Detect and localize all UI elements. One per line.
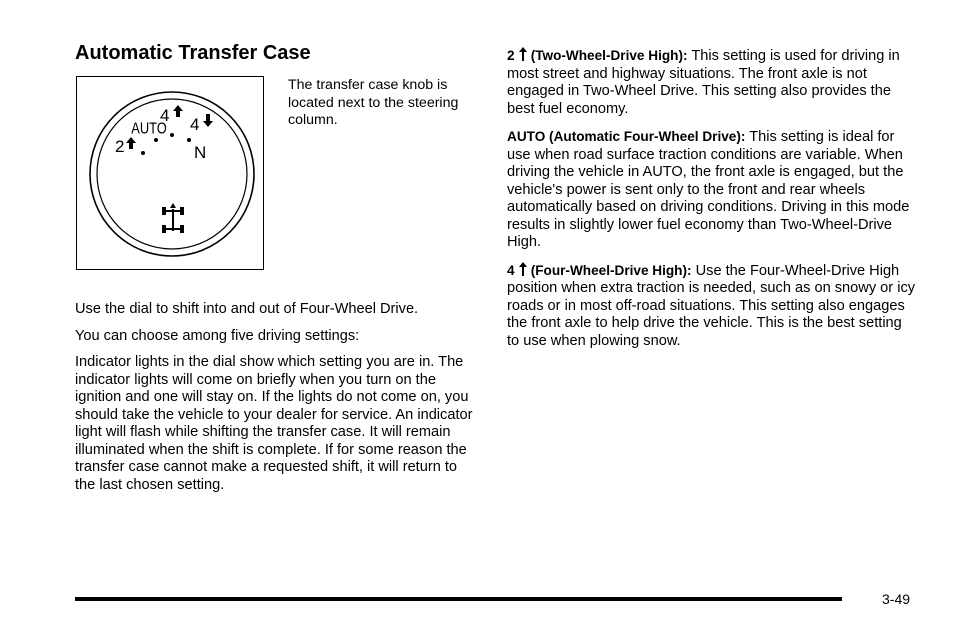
setting-number: 2 [507, 48, 515, 63]
dial-outer-ring [90, 92, 254, 256]
left-column-body [75, 301, 480, 503]
dial-label-2: 2 [115, 137, 125, 156]
indicator-dot-2h [141, 151, 145, 155]
dial-illustration [77, 77, 263, 268]
up-arrow-icon [173, 105, 183, 117]
dial-label-4-high: 4 [160, 106, 170, 125]
up-arrow-icon [519, 47, 527, 61]
indicator-dot-4h [170, 133, 174, 137]
figure-caption: The transfer case knob is located next to the steering column. [288, 77, 459, 128]
up-arrow-icon [519, 262, 527, 276]
right-column-body [507, 47, 917, 360]
footer-rule [75, 597, 842, 601]
setting-auto [507, 128, 917, 252]
setting-description: Use the Four-Wheel-Drive High position when extra traction is needed, such as on snowy or icy roads or in most off-road situations. This setting also engages the front axle to help drive the vehicle. This is the best setting to use when plowing snow. [507, 262, 916, 349]
dial-label-4-low: 4 [190, 115, 200, 134]
four-wheel-drive-icon [162, 203, 184, 233]
setting-four-wheel-high [507, 262, 917, 351]
page-number: 3-49 [882, 591, 911, 607]
setting-label: (Four-Wheel-Drive High): [530, 262, 692, 278]
paragraph-dial-usage: Use the dial to shift into and out of Four-Wheel Drive. [75, 301, 419, 317]
setting-label: (Two-Wheel-Drive High): [530, 48, 688, 63]
setting-description: This setting is ideal for use when road surface traction conditions are variable. When driving the vehicle in AUTO, the front axle is engaged, but the vehicle's power is sent only to the front and rear wheels automatically based on driving conditions. Driving in this mode results in slightly lower fuel economy than Two-Wheel-Drive High. [507, 129, 910, 250]
indicator-dot-4l [187, 138, 191, 142]
dial-label-auto: AUTO [131, 120, 167, 138]
up-arrow-icon [126, 137, 136, 149]
setting-label: AUTO (Automatic Four-Wheel Drive): [507, 129, 746, 144]
paragraph-settings-intro: You can choose among five driving settings: [75, 327, 360, 344]
setting-description: This setting is used for driving in most street and highway situations. The front axle is not engaged in Two-Wheel Drive. This setting also provides the best fuel economy. [507, 48, 900, 117]
indicator-dot-auto [154, 138, 158, 142]
down-arrow-icon [203, 114, 213, 127]
setting-number: 4 [507, 262, 515, 278]
transfer-case-dial-figure [76, 76, 264, 270]
dial-label-neutral: N [194, 143, 207, 162]
section-title: Automatic Transfer Case [75, 42, 311, 64]
paragraph-indicator-lights: Indicator lights in the dial show which setting you are in. The indicator lights will come on briefly when you turn on the ignition and one will stay on. If the lights do not come on, you should take the vehicle to your dealer for service. An indicator light will flash while shifting the transfer case. It will remain illuminated when the shift is complete. If for some reason the transfer case cannot make a requested shift, it will return to the last chosen setting. [75, 354, 473, 493]
setting-two-wheel-high [507, 47, 917, 118]
